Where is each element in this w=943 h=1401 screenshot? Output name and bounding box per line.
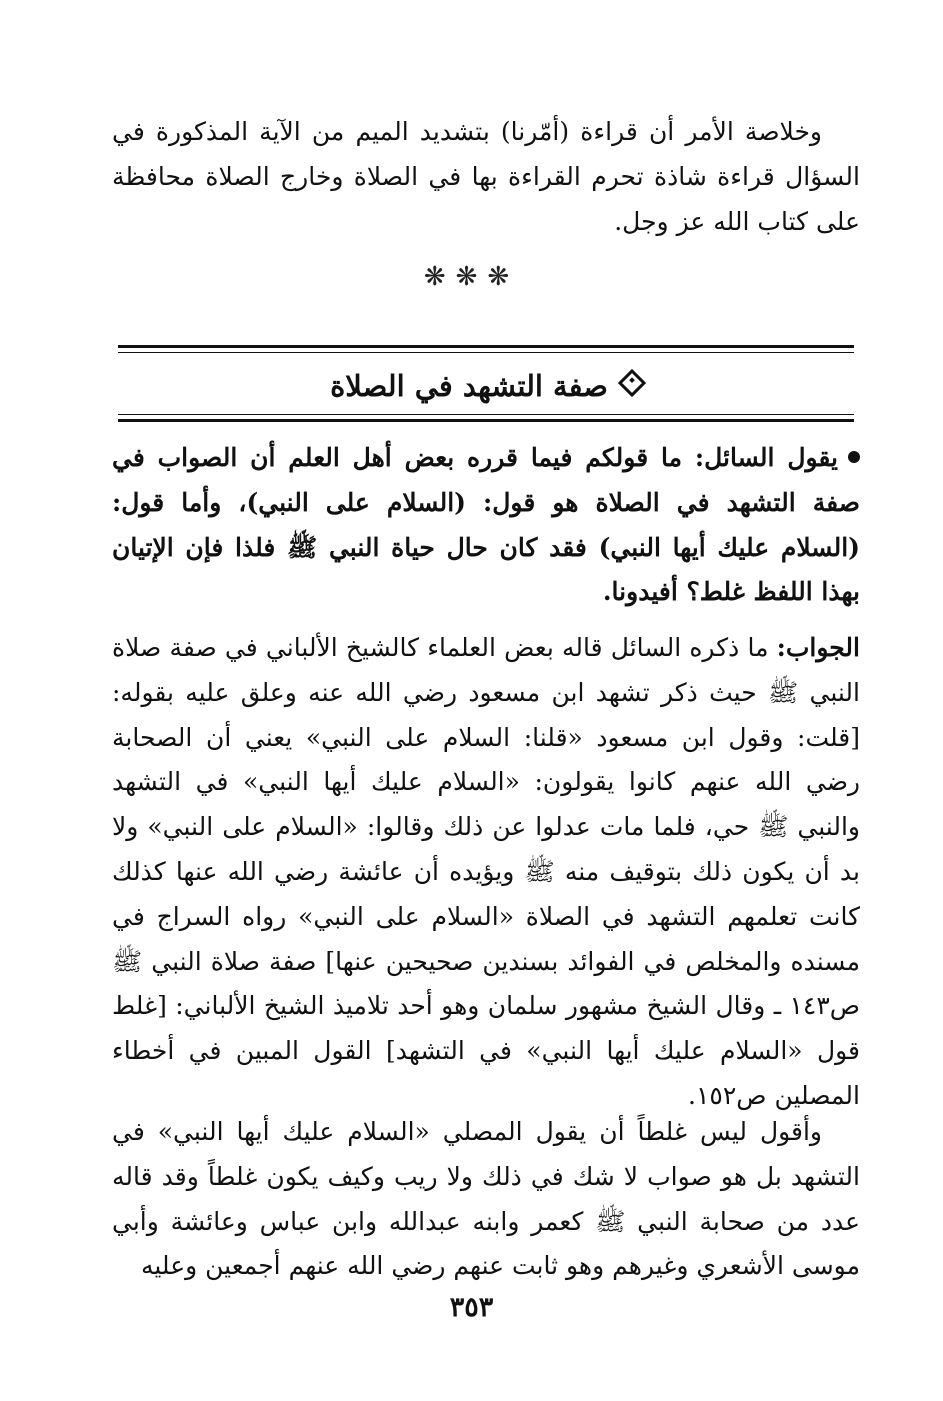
question-text: يقول السائل: ما قولكم فيما قرره بعض أهل العلم أن الصواب في صفة التشهد في الصلاة هو قول: (السلام على النبي)، وأما قول: (السلام عليك أيها النبي) فقد كان حال حياة النبي ﷺ فلذا فإن الإتيان بهذا اللفظ غلط؟ أفيدونا. <box>112 443 860 607</box>
answer-label: الجواب: <box>776 633 860 662</box>
section-separator: ❋❋❋ <box>423 262 520 292</box>
answer-text: ما ذكره السائل قاله بعض العلماء كالشيخ الألباني في صفة صلاة النبي ﷺ حيث ذكر تشهد ابن مسعود رضي الله عنه وعلق عليه بقوله: [قلت: وقول ابن مسعود «قلنا: السلام على النبي» يعني أن الصحابة رضي الله عنهم كانوا يقولون: «السلام عليك أيها النبي» في التشهد والنبي ﷺ حي، فلما مات عدلوا عن ذلك وقالوا: «السلام على النبي» ولا بد أن يكون ذلك بتوقيف منه ﷺ ويؤيده أن عائشة رضي الله عنها كذلك كانت تعلمهم التشهد في الصلاة «السلام على النبي» رواه السراج في مسنده والمخلص في الفوائد بسندين صحيحين عنها] صفة صلاة النبي ﷺ ص١٤٣ ـ وقال الشيخ مشهور سلمان وهو أحد تلاميذ الشيخ الألباني: [غلط قول «السلام عليك أيها النبي» في التشهد] القول المبين في أخطاء المصلين ص١٥٢. <box>112 633 860 1110</box>
section-title: صفة التشهد في الصلاة <box>330 369 608 403</box>
bullet-icon <box>848 451 860 463</box>
heading-rule-bottom-thick <box>118 419 854 422</box>
answer-continuation-paragraph <box>112 1110 860 1289</box>
diamond-icon <box>618 369 646 397</box>
intro-paragraph <box>112 110 860 244</box>
heading-rule-top-thick <box>118 345 854 348</box>
answer-paragraph <box>112 626 860 1119</box>
heading-rule-bottom-thin <box>118 414 854 415</box>
heading-rule-top-thin <box>118 352 854 353</box>
question-paragraph <box>112 436 860 615</box>
answer-continuation-text: وأقول ليس غلطاً أن يقول المصلي «السلام عليك أيها النبي» في التشهد بل هو صواب لا شك في ذلك ولا ريب وكيف يكون غلطاً وقد قاله عدد من صحابة النبي ﷺ كعمر وابنه عبدالله وابن عباس وعائشة وأبي موسى الأشعري وغيرهم وهو ثابت عنهم رضي الله عنهم أجمعين وعليه <box>112 1117 860 1281</box>
intro-text: وخلاصة الأمر أن قراءة (أمّرنا) بتشديد الميم من الآية المذكورة في السؤال قراءة شاذة تحرم القراءة بها في الصلاة وخارج الصلاة محافظة على كتاب الله عز وجل. <box>112 117 860 236</box>
page-number: ٣٥٣ <box>449 1292 494 1323</box>
section-heading <box>118 358 854 414</box>
